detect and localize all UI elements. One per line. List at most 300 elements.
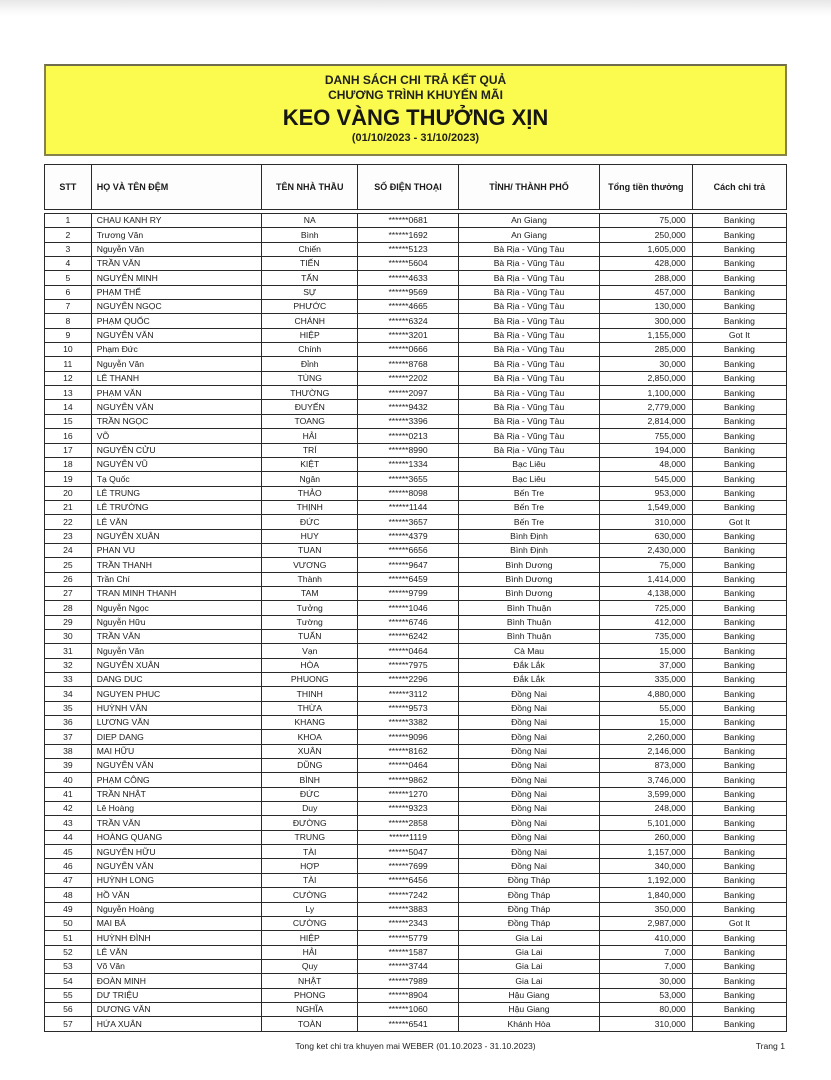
cell-total-reward: 53,000 [599,988,692,1002]
cell-phone: ******3382 [358,716,459,730]
cell-total-reward: 3,599,000 [599,787,692,801]
cell-payment-method: Banking [692,759,786,773]
cell-phone: ******1692 [358,228,459,242]
cell-contractor-name: THẢO [262,486,358,500]
cell-full-name: DANG DUC [91,673,262,687]
cell-contractor-name: KHANG [262,716,358,730]
cell-province: Khánh Hòa [459,1017,600,1031]
promo-title: KEO VÀNG THƯỞNG XỊN [282,105,549,130]
cell-stt: 48 [45,888,92,902]
cell-province: Đồng Nai [459,744,600,758]
payout-table [44,213,787,1032]
cell-payment-method: Banking [692,1017,786,1031]
table-row [45,759,787,773]
footer-page-number: Trang 1 [755,1040,785,1051]
cell-contractor-name: BÌNH [262,773,358,787]
table-row [45,558,787,572]
cell-stt: 33 [45,673,92,687]
cell-province: Bình Dương [459,586,600,600]
cell-contractor-name: Bình [262,228,358,242]
cell-province: Bà Rịa - Vũng Tàu [459,314,600,328]
cell-contractor-name: Thành [262,572,358,586]
cell-contractor-name: Tưởng [262,601,358,615]
cell-total-reward: 2,850,000 [599,371,692,385]
cell-full-name: NGUYỄN NGỌC [91,300,262,314]
cell-total-reward: 5,101,000 [599,816,692,830]
cell-payment-method: Banking [692,673,786,687]
table-row [45,371,787,385]
cell-province: Đồng Tháp [459,916,600,930]
cell-payment-method: Banking [692,629,786,643]
cell-total-reward: 15,000 [599,644,692,658]
cell-phone: ******8098 [358,486,459,500]
table-row [45,486,787,500]
cell-payment-method: Banking [692,974,786,988]
cell-payment-method: Banking [692,830,786,844]
cell-stt: 46 [45,859,92,873]
cell-contractor-name: XUÂN [262,744,358,758]
cell-contractor-name: ĐƯỜNG [262,816,358,830]
cell-province: Bến Tre [459,486,600,500]
table-row [45,529,787,543]
cell-full-name: LÊ VĂN [91,515,262,529]
cell-contractor-name: NA [262,214,358,228]
cell-payment-method: Banking [692,601,786,615]
cell-stt: 28 [45,601,92,615]
cell-contractor-name: ĐỨC [262,787,358,801]
table-body [45,214,787,1032]
cell-province: Đồng Nai [459,730,600,744]
table-row [45,314,787,328]
cell-full-name: NGUYỄN HỮU [91,845,262,859]
cell-payment-method: Banking [692,314,786,328]
cell-phone: ******0213 [358,429,459,443]
cell-stt: 2 [45,228,92,242]
cell-total-reward: 428,000 [599,257,692,271]
table-row [45,902,787,916]
cell-full-name: NGUYỄN VĂN [91,400,262,414]
cell-full-name: Nguyễn Văn [91,357,262,371]
cell-full-name: NGUYỄN VĂN [91,328,262,342]
cell-total-reward: 3,746,000 [599,773,692,787]
cell-total-reward: 15,000 [599,716,692,730]
cell-payment-method: Got It [692,328,786,342]
cell-stt: 53 [45,959,92,973]
table-row [45,988,787,1002]
cell-total-reward: 250,000 [599,228,692,242]
cell-payment-method: Banking [692,845,786,859]
promo-date-range: (01/10/2023 - 31/10/2023) [351,132,480,144]
cell-full-name: NGUYỄN VĂN [91,759,262,773]
cell-phone: ******6459 [358,572,459,586]
cell-province: Bình Định [459,543,600,557]
cell-contractor-name: CƯỜNG [262,916,358,930]
cell-payment-method: Banking [692,228,786,242]
cell-phone: ******8904 [358,988,459,1002]
cell-total-reward: 75,000 [599,214,692,228]
cell-payment-method: Banking [692,285,786,299]
table-row [45,644,787,658]
col-header-contractor-name: TÊN NHÀ THẦU [262,165,358,210]
cell-stt: 45 [45,845,92,859]
cell-full-name: Tạ Quốc [91,472,262,486]
cell-phone: ******6242 [358,629,459,643]
cell-phone: ******1334 [358,457,459,471]
table-row [45,974,787,988]
cell-payment-method: Banking [692,888,786,902]
cell-phone: ******3396 [358,414,459,428]
cell-phone: ******4379 [358,529,459,543]
cell-phone: ******9799 [358,586,459,600]
cell-payment-method: Banking [692,744,786,758]
cell-full-name: Trương Văn [91,228,262,242]
cell-contractor-name: PHUONG [262,673,358,687]
cell-stt: 51 [45,931,92,945]
cell-payment-method: Got It [692,916,786,930]
cell-province: Hậu Giang [459,1002,600,1016]
cell-province: Đồng Nai [459,787,600,801]
cell-province: Bà Rịa - Vũng Tàu [459,343,600,357]
cell-province: Đồng Nai [459,845,600,859]
cell-payment-method: Banking [692,386,786,400]
cell-payment-method: Banking [692,902,786,916]
cell-total-reward: 335,000 [599,673,692,687]
cell-phone: ******6456 [358,873,459,887]
cell-total-reward: 2,987,000 [599,916,692,930]
cell-stt: 22 [45,515,92,529]
cell-phone: ******0464 [358,759,459,773]
cell-province: Gia Lai [459,931,600,945]
cell-total-reward: 7,000 [599,945,692,959]
cell-stt: 24 [45,543,92,557]
cell-province: Gia Lai [459,945,600,959]
cell-full-name: PHẠM QUỐC [91,314,262,328]
table-row [45,386,787,400]
cell-province: Đồng Nai [459,773,600,787]
page-footer [44,1041,787,1053]
cell-contractor-name: VƯƠNG [262,558,358,572]
table-row [45,543,787,557]
cell-total-reward: 725,000 [599,601,692,615]
cell-contractor-name: HỢP [262,859,358,873]
cell-phone: ******6324 [358,314,459,328]
payout-table-header [44,164,787,210]
promo-banner [44,64,787,156]
table-row [45,716,787,730]
cell-phone: ******4633 [358,271,459,285]
table-row [45,931,787,945]
cell-phone: ******0666 [358,343,459,357]
cell-full-name: Phạm Đức [91,343,262,357]
cell-contractor-name: PHONG [262,988,358,1002]
cell-province: Đồng Tháp [459,888,600,902]
col-header-total-reward: Tổng tiền thưởng [599,165,692,210]
cell-phone: ******5779 [358,931,459,945]
cell-full-name: NGUYỄN VŨ [91,457,262,471]
cell-province: Gia Lai [459,974,600,988]
cell-province: Bà Rịa - Vũng Tàu [459,285,600,299]
cell-total-reward: 2,146,000 [599,744,692,758]
cell-stt: 19 [45,472,92,486]
cell-total-reward: 248,000 [599,802,692,816]
cell-contractor-name: TRUNG [262,830,358,844]
header-row [45,165,787,210]
cell-contractor-name: TÙNG [262,371,358,385]
cell-payment-method: Banking [692,859,786,873]
cell-contractor-name: HIỆP [262,328,358,342]
document-page [44,64,787,1053]
cell-province: Đồng Tháp [459,902,600,916]
cell-stt: 9 [45,328,92,342]
cell-stt: 15 [45,414,92,428]
cell-payment-method: Banking [692,572,786,586]
cell-total-reward: 80,000 [599,1002,692,1016]
cell-stt: 32 [45,658,92,672]
cell-contractor-name: HUY [262,529,358,543]
table-row [45,328,787,342]
col-header-payment-method: Cách chi trả [692,165,786,210]
cell-province: An Giang [459,214,600,228]
col-header-stt: STT [45,165,92,210]
cell-contractor-name: TẤN [262,271,358,285]
cell-phone: ******5047 [358,845,459,859]
table-row [45,945,787,959]
cell-stt: 7 [45,300,92,314]
col-header-province: TỈNH/ THÀNH PHỐ [459,165,600,210]
table-row [45,658,787,672]
cell-full-name: DƯ TRIỆU [91,988,262,1002]
footer-summary: Tong ket chi tra khuyen mai WEBER (01.10.2023 - 31.10.2023) [295,1040,536,1051]
cell-phone: ******9573 [358,701,459,715]
table-row [45,673,787,687]
cell-phone: ******3657 [358,515,459,529]
cell-province: Đồng Tháp [459,873,600,887]
cell-total-reward: 55,000 [599,701,692,715]
cell-full-name: HUỲNH VĂN [91,701,262,715]
cell-full-name: Lê Hoàng [91,802,262,816]
cell-total-reward: 285,000 [599,343,692,357]
cell-phone: ******9569 [358,285,459,299]
cell-total-reward: 2,430,000 [599,543,692,557]
cell-province: Đồng Nai [459,687,600,701]
cell-stt: 14 [45,400,92,414]
table-row [45,572,787,586]
cell-stt: 35 [45,701,92,715]
cell-payment-method: Banking [692,371,786,385]
cell-stt: 43 [45,816,92,830]
cell-total-reward: 953,000 [599,486,692,500]
cell-phone: ******1587 [358,945,459,959]
col-header-full-name: HỌ VÀ TÊN ĐỆM [91,165,262,210]
cell-full-name: HUỲNH ĐÌNH [91,931,262,945]
cell-contractor-name: KIỆT [262,457,358,471]
cell-phone: ******2858 [358,816,459,830]
cell-payment-method: Banking [692,1002,786,1016]
cell-stt: 52 [45,945,92,959]
cell-payment-method: Banking [692,931,786,945]
cell-province: Đồng Nai [459,701,600,715]
cell-province: Bà Rịa - Vũng Tàu [459,400,600,414]
cell-total-reward: 1,100,000 [599,386,692,400]
cell-contractor-name: THINH [262,687,358,701]
cell-phone: ******2202 [358,371,459,385]
cell-phone: ******3655 [358,472,459,486]
cell-contractor-name: TÀI [262,845,358,859]
table-row [45,830,787,844]
cell-stt: 23 [45,529,92,543]
cell-full-name: LƯƠNG VĂN [91,716,262,730]
table-row [45,443,787,457]
cell-contractor-name: NHẬT [262,974,358,988]
cell-contractor-name: Ly [262,902,358,916]
cell-province: Đồng Nai [459,830,600,844]
cell-full-name: HOÀNG QUANG [91,830,262,844]
cell-full-name: Võ Văn [91,959,262,973]
cell-full-name: HỒ VĂN [91,888,262,902]
cell-province: Bà Rịa - Vũng Tàu [459,300,600,314]
cell-payment-method: Banking [692,586,786,600]
cell-total-reward: 1,157,000 [599,845,692,859]
cell-stt: 34 [45,687,92,701]
table-row [45,429,787,443]
cell-phone: ******6541 [358,1017,459,1031]
cell-province: Đồng Nai [459,859,600,873]
cell-province: Đắk Lắk [459,673,600,687]
cell-full-name: TRAN MINH THANH [91,586,262,600]
cell-payment-method: Banking [692,644,786,658]
cell-full-name: MAI HỮU [91,744,262,758]
cell-stt: 54 [45,974,92,988]
cell-full-name: LÊ TRƯỜNG [91,500,262,514]
cell-full-name: PHAN VU [91,543,262,557]
cell-full-name: Nguyễn Hữu [91,615,262,629]
cell-payment-method: Banking [692,500,786,514]
cell-province: Bà Rịa - Vũng Tàu [459,328,600,342]
cell-province: Bạc Liêu [459,472,600,486]
cell-full-name: LÊ THANH [91,371,262,385]
table-row [45,242,787,256]
cell-phone: ******1144 [358,500,459,514]
cell-payment-method: Banking [692,873,786,887]
cell-stt: 1 [45,214,92,228]
cell-contractor-name: HẢI [262,945,358,959]
cell-stt: 21 [45,500,92,514]
cell-contractor-name: THỊNH [262,500,358,514]
cell-payment-method: Banking [692,687,786,701]
cell-contractor-name: TOANG [262,414,358,428]
cell-payment-method: Banking [692,802,786,816]
table-row [45,601,787,615]
cell-contractor-name: Quy [262,959,358,973]
cell-payment-method: Banking [692,787,786,801]
cell-payment-method: Banking [692,558,786,572]
cell-phone: ******1046 [358,601,459,615]
cell-contractor-name: TRÍ [262,443,358,457]
cell-payment-method: Banking [692,472,786,486]
cell-stt: 3 [45,242,92,256]
cell-province: Đồng Nai [459,716,600,730]
table-row [45,873,787,887]
cell-payment-method: Banking [692,816,786,830]
cell-stt: 44 [45,830,92,844]
cell-full-name: Nguyễn Ngọc [91,601,262,615]
table-row [45,816,787,830]
cell-total-reward: 310,000 [599,1017,692,1031]
cell-payment-method: Banking [692,773,786,787]
cell-contractor-name: ĐUYẾN [262,400,358,414]
cell-payment-method: Banking [692,214,786,228]
cell-phone: ******7975 [358,658,459,672]
cell-contractor-name: THƯỜNG [262,386,358,400]
cell-stt: 36 [45,716,92,730]
cell-total-reward: 37,000 [599,658,692,672]
cell-total-reward: 75,000 [599,558,692,572]
cell-phone: ******4665 [358,300,459,314]
cell-total-reward: 340,000 [599,859,692,873]
cell-stt: 50 [45,916,92,930]
cell-total-reward: 30,000 [599,357,692,371]
cell-contractor-name: SỰ [262,285,358,299]
cell-province: Gia Lai [459,959,600,973]
cell-payment-method: Banking [692,988,786,1002]
cell-full-name: TRẦN VĂN [91,629,262,643]
cell-phone: ******5123 [358,242,459,256]
cell-stt: 16 [45,429,92,443]
cell-phone: ******9096 [358,730,459,744]
table-row [45,586,787,600]
cell-contractor-name: NGHĨA [262,1002,358,1016]
cell-payment-method: Banking [692,414,786,428]
cell-total-reward: 1,192,000 [599,873,692,887]
cell-total-reward: 1,414,000 [599,572,692,586]
cell-phone: ******8162 [358,744,459,758]
col-header-phone: SỐ ĐIỆN THOẠI [358,165,459,210]
cell-contractor-name: Chiến [262,242,358,256]
cell-contractor-name: CHÁNH [262,314,358,328]
cell-province: Bà Rịa - Vũng Tàu [459,414,600,428]
cell-full-name: NGUYỄN MINH [91,271,262,285]
table-row [45,457,787,471]
cell-contractor-name: HÒA [262,658,358,672]
cell-province: Đồng Nai [459,759,600,773]
table-row [45,214,787,228]
table-row [45,257,787,271]
cell-province: Bà Rịa - Vũng Tàu [459,429,600,443]
cell-stt: 12 [45,371,92,385]
cell-full-name: CHAU KANH RY [91,214,262,228]
cell-total-reward: 630,000 [599,529,692,543]
cell-phone: ******3744 [358,959,459,973]
cell-contractor-name: Chính [262,343,358,357]
cell-total-reward: 2,260,000 [599,730,692,744]
table-row [45,888,787,902]
cell-contractor-name: Ngân [262,472,358,486]
cell-payment-method: Banking [692,701,786,715]
cell-province: Bà Rịa - Vũng Tàu [459,257,600,271]
table-row [45,414,787,428]
table-row [45,744,787,758]
cell-province: Bình Dương [459,558,600,572]
cell-province: Bình Thuận [459,629,600,643]
table-row [45,629,787,643]
banner-line2: CHƯƠNG TRÌNH KHUYẾN MÃI [328,88,503,102]
cell-stt: 4 [45,257,92,271]
cell-phone: ******3883 [358,902,459,916]
cell-full-name: PHẠM THẾ [91,285,262,299]
cell-total-reward: 2,779,000 [599,400,692,414]
cell-phone: ******0681 [358,214,459,228]
cell-total-reward: 1,549,000 [599,500,692,514]
